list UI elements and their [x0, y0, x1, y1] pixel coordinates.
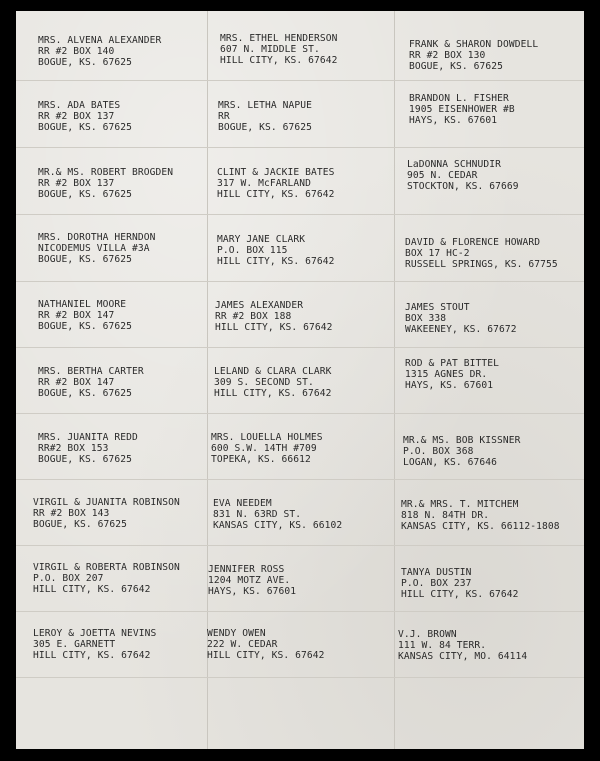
street-line: P.O. BOX 237 — [401, 578, 472, 590]
city-state-zip: BOGUE, KS. 67625 — [38, 57, 133, 69]
street-line: 317 W. McFARLAND — [217, 178, 312, 190]
street-line: 831 N. 63RD ST. — [213, 509, 302, 521]
city-state-zip: BOGUE, KS. 67625 — [38, 321, 133, 333]
street-line: RR #2 BOX 147 — [38, 377, 115, 389]
city-state-zip: BOGUE, KS. 67625 — [38, 189, 133, 201]
city-state-zip: BOGUE, KS. 67625 — [38, 122, 133, 134]
city-state-zip: HAYS, KS. 67601 — [208, 586, 297, 598]
addressee-name: MRS. DOROTHA HERNDON — [38, 232, 156, 243]
addressee-name: MRS. ADA BATES — [38, 100, 121, 111]
address-label — [38, 232, 226, 266]
addressee-name: JAMES STOUT — [405, 302, 470, 313]
addressee-name: MARY JANE CLARK — [217, 234, 306, 245]
address-label — [409, 39, 584, 73]
addressee-name: NATHANIEL MOORE — [38, 299, 127, 310]
city-state-zip: HILL CITY, KS. 67642 — [33, 584, 151, 596]
address-label — [33, 562, 221, 596]
address-label — [33, 497, 221, 531]
city-state-zip: HILL CITY, KS. 67642 — [217, 189, 335, 201]
row-divider — [16, 479, 584, 480]
city-state-zip: BOGUE, KS. 67625 — [38, 254, 133, 266]
city-state-zip: BOGUE, KS. 67625 — [33, 519, 128, 531]
addressee-name: DAVID & FLORENCE HOWARD — [405, 237, 541, 248]
city-state-zip: HILL CITY, KS. 67642 — [207, 650, 325, 662]
address-label — [214, 366, 402, 400]
street-line: 905 N. CEDAR — [407, 170, 478, 182]
street-line: RR #2 BOX 147 — [38, 310, 115, 322]
street-line: RR #2 BOX 140 — [38, 46, 115, 58]
addressee-name: MRS. ALVENA ALEXANDER — [38, 35, 162, 46]
city-state-zip: KANSAS CITY, MO. 64114 — [398, 651, 528, 663]
addressee-name: LEROY & JOETTA NEVINS — [33, 628, 157, 639]
city-state-zip: KANSAS CITY, KS. 66112-1808 — [401, 521, 560, 533]
row-divider — [16, 545, 584, 546]
addressee-name: V.J. BROWN — [398, 629, 457, 640]
address-label — [403, 435, 584, 469]
addressee-name: WENDY OWEN — [207, 628, 266, 639]
street-line: BOX 338 — [405, 313, 447, 325]
street-line: 1204 MOTZ AVE. — [208, 575, 291, 587]
addressee-name: JENNIFER ROSS — [208, 564, 285, 575]
street-line: 607 N. MIDDLE ST. — [220, 44, 320, 56]
city-state-zip: HILL CITY, KS. 67642 — [401, 589, 519, 601]
row-divider — [16, 281, 584, 282]
addressee-name: JAMES ALEXANDER — [215, 300, 304, 311]
street-line: BOX 17 HC-2 — [405, 248, 470, 260]
addressee-name: MRS. ETHEL HENDERSON — [220, 33, 338, 44]
addressee-name: CLINT & JACKIE BATES — [217, 167, 335, 178]
street-line: RR — [218, 111, 230, 123]
city-state-zip: WAKEENEY, KS. 67672 — [405, 324, 517, 336]
addressee-name: TANYA DUSTIN — [401, 567, 472, 578]
address-label — [38, 100, 226, 134]
address-label — [207, 628, 395, 662]
street-line: 222 W. CEDAR — [207, 639, 278, 651]
address-label — [33, 628, 221, 662]
address-label — [38, 35, 226, 69]
address-label — [208, 564, 396, 598]
street-line: RR #2 BOX 137 — [38, 178, 115, 190]
address-label — [405, 358, 584, 392]
address-label — [405, 302, 584, 336]
street-line: 305 E. GARNETT — [33, 639, 116, 651]
street-line: RR #2 BOX 130 — [409, 50, 486, 62]
street-line: P.O. BOX 368 — [403, 446, 474, 458]
addressee-name: VIRGIL & JUANITA ROBINSON — [33, 497, 180, 508]
city-state-zip: HILL CITY, KS. 67642 — [33, 650, 151, 662]
address-label — [211, 432, 399, 466]
street-line: 1315 AGNES DR. — [405, 369, 488, 381]
street-line: 818 N. 84TH DR. — [401, 510, 490, 522]
address-label — [215, 300, 403, 334]
row-divider — [16, 214, 584, 215]
address-label — [217, 234, 405, 268]
address-label — [213, 498, 401, 532]
city-state-zip: TOPEKA, KS. 66612 — [211, 454, 311, 466]
addressee-name: MRS. LETHA NAPUE — [218, 100, 313, 111]
city-state-zip: STOCKTON, KS. 67669 — [407, 181, 519, 193]
street-line: RR #2 BOX 188 — [215, 311, 292, 323]
city-state-zip: RUSSELL SPRINGS, KS. 67755 — [405, 259, 558, 271]
address-label — [218, 100, 406, 134]
addressee-name: LaDONNA SCHNUDIR — [407, 159, 502, 170]
city-state-zip: LOGAN, KS. 67646 — [403, 457, 498, 469]
addressee-name: MR.& MS. BOB KISSNER — [403, 435, 521, 446]
street-line: 600 S.W. 14TH #709 — [211, 443, 317, 455]
address-label — [407, 159, 584, 193]
address-label — [38, 432, 226, 466]
address-label — [220, 33, 408, 67]
city-state-zip: HILL CITY, KS. 67642 — [217, 256, 335, 268]
city-state-zip: HILL CITY, KS. 67642 — [215, 322, 333, 334]
row-divider — [16, 147, 584, 148]
address-label — [38, 299, 226, 333]
city-state-zip: BOGUE, KS. 67625 — [218, 122, 313, 134]
address-label — [409, 93, 584, 127]
address-label — [401, 499, 584, 533]
city-state-zip: HILL CITY, KS. 67642 — [214, 388, 332, 400]
street-line: P.O. BOX 115 — [217, 245, 288, 257]
addressee-name: MRS. BERTHA CARTER — [38, 366, 144, 377]
street-line: RR #2 BOX 137 — [38, 111, 115, 123]
row-divider — [16, 611, 584, 612]
street-line: 1905 EISENHOWER #B — [409, 104, 515, 116]
addressee-name: MR.& MS. ROBERT BROGDEN — [38, 167, 174, 178]
address-label — [217, 167, 405, 201]
addressee-name: MR.& MRS. T. MITCHEM — [401, 499, 519, 510]
addressee-name: EVA NEEDEM — [213, 498, 272, 509]
addressee-name: LELAND & CLARA CLARK — [214, 366, 332, 377]
row-divider — [16, 677, 584, 678]
address-label — [38, 366, 226, 400]
street-line: 111 W. 84 TERR. — [398, 640, 487, 652]
street-line: NICODEMUS VILLA #3A — [38, 243, 150, 255]
city-state-zip: BOGUE, KS. 67625 — [38, 388, 133, 400]
city-state-zip: BOGUE, KS. 67625 — [409, 61, 504, 73]
label-sheet — [16, 11, 584, 749]
address-label — [405, 237, 584, 271]
city-state-zip: HILL CITY, KS. 67642 — [220, 55, 338, 67]
addressee-name: MRS. LOUELLA HOLMES — [211, 432, 323, 443]
street-line: RR#2 BOX 153 — [38, 443, 109, 455]
row-divider — [16, 413, 584, 414]
address-label — [398, 629, 584, 663]
city-state-zip: HAYS, KS. 67601 — [409, 115, 498, 127]
street-line: RR #2 BOX 143 — [33, 508, 110, 520]
row-divider — [16, 80, 584, 81]
addressee-name: ROD & PAT BITTEL — [405, 358, 500, 369]
addressee-name: FRANK & SHARON DOWDELL — [409, 39, 539, 50]
addressee-name: MRS. JUANITA REDD — [38, 432, 138, 443]
addressee-name: BRANDON L. FISHER — [409, 93, 509, 104]
city-state-zip: KANSAS CITY, KS. 66102 — [213, 520, 343, 532]
row-divider — [16, 347, 584, 348]
address-label — [38, 167, 226, 201]
addressee-name: VIRGIL & ROBERTA ROBINSON — [33, 562, 180, 573]
city-state-zip: BOGUE, KS. 67625 — [38, 454, 133, 466]
city-state-zip: HAYS, KS. 67601 — [405, 380, 494, 392]
address-label — [401, 567, 584, 601]
street-line: 309 S. SECOND ST. — [214, 377, 314, 389]
street-line: P.O. BOX 207 — [33, 573, 104, 585]
